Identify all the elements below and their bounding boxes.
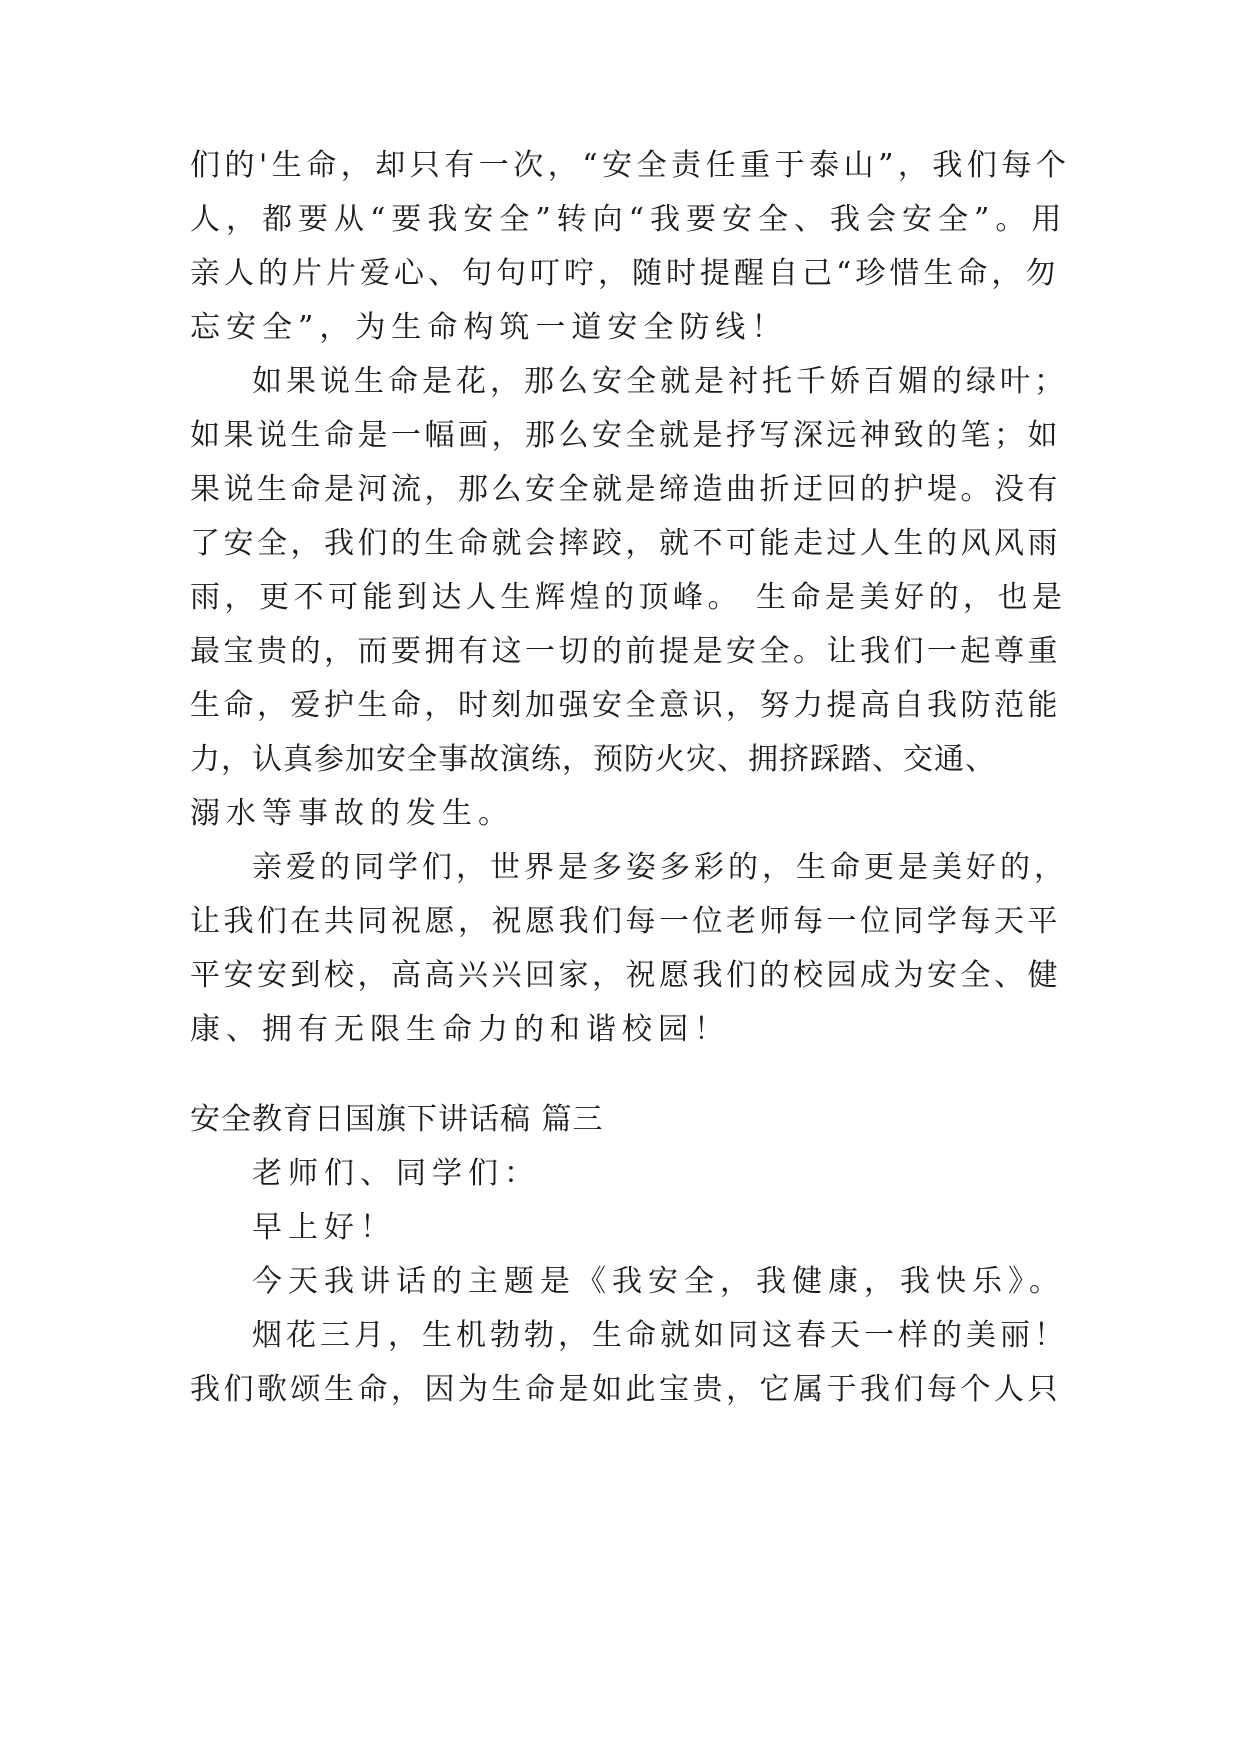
text-line: 了安全，我们的生命就会摔跤，就不可能走过人生的风风雨 bbox=[190, 526, 1061, 561]
text-line: 今天我讲话的主题是《我安全，我健康，我快乐》。 bbox=[252, 1264, 1065, 1299]
text-line: 如果说生命是一幅画，那么安全就是抒写深远神致的笔；如 bbox=[190, 418, 1061, 453]
text-line: 亲人的片片爱心、句句叮咛，随时提醒自己“珍惜生命，勿 bbox=[190, 256, 1060, 291]
text-line: 们的'生命，却只有一次，“安全责任重于泰山”，我们每个 bbox=[190, 148, 1071, 183]
text-line: 生命，爱护生命，时刻加强安全意识，努力提高自我防范能 bbox=[190, 688, 1061, 723]
greeting: 早上好！ bbox=[252, 1210, 396, 1245]
text-line: 烟花三月，生机勃勃，生命就如同这春天一样的美丽！ bbox=[252, 1318, 1068, 1353]
text-line: 人，都要从“要我安全”转向“我要安全、我会安全”。用 bbox=[190, 202, 1068, 237]
text-line: 最宝贵的，而要拥有这一切的前提是安全。让我们一起尊重 bbox=[190, 634, 1061, 669]
text-line: 康、拥有无限生命力的和谐校园！ bbox=[190, 1012, 730, 1047]
text-line: 平安安到校，高高兴兴回家，祝愿我们的校园成为安全、健 bbox=[190, 958, 1061, 993]
salutation: 老师们、同学们： bbox=[252, 1156, 540, 1191]
text-line: 溺水等事故的发生。 bbox=[190, 796, 514, 831]
text-line: 果说生命是河流，那么安全就是缔造曲折迂回的护堤。没有 bbox=[190, 472, 1061, 507]
text-line: 亲爱的同学们，世界是多姿多彩的，生命更是美好的， bbox=[252, 850, 1068, 885]
text-line: 忘安全”，为生命构筑一道安全防线！ bbox=[190, 310, 788, 345]
text-line: 雨，更不可能到达人生辉煌的顶峰。 生命是美好的，也是 bbox=[190, 580, 1067, 615]
text-line: 我们歌颂生命，因为生命是如此宝贵，它属于我们每个人只 bbox=[190, 1372, 1061, 1407]
section-heading: 安全教育日国旗下讲话稿 篇三 bbox=[190, 1102, 604, 1137]
text-line: 如果说生命是花，那么安全就是衬托千娇百媚的绿叶； bbox=[252, 364, 1068, 399]
text-line: 让我们在共同祝愿，祝愿我们每一位老师每一位同学每天平 bbox=[190, 904, 1061, 939]
text-line: 力，认真参加安全事故演练，预防火灾、拥挤踩踏、交通、 bbox=[190, 742, 996, 777]
